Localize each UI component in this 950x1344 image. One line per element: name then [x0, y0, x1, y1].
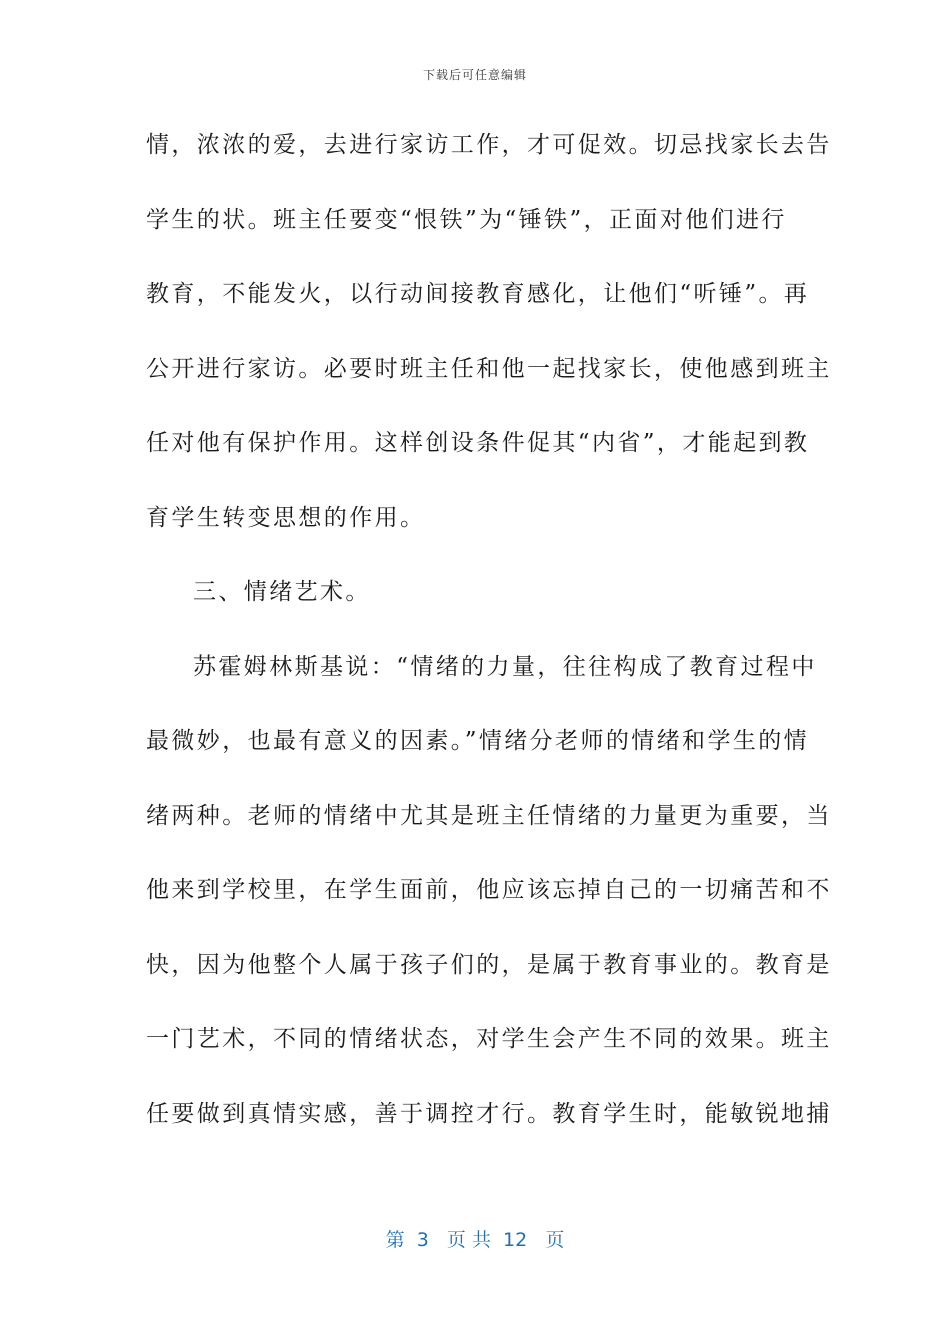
text-line: 公开进行家访。必要时班主任和他一起找家长，使他感到班主 — [146, 355, 832, 382]
text-line: 一门艺术，不同的情绪状态，对学生会产生不同的效果。班主 — [146, 1026, 832, 1052]
text-line: 他来到学校里，在学生面前，他应该忘掉自己的一切痛苦和不 — [146, 877, 832, 903]
text-line: 最微妙，也最有意义的因素。”情绪分老师的情绪和学生的情 — [146, 728, 810, 754]
document-body — [146, 126, 832, 1169]
text-line: 绪两种。老师的情绪中尤其是班主任情绪的力量更为重要，当 — [146, 802, 832, 829]
text-line: 任要做到真情实感，善于调控才行。教育学生时，能敏锐地捕 — [146, 1100, 832, 1127]
section-heading: 三、情绪艺术。 — [193, 579, 371, 605]
text-line: 育学生转变思想的作用。 — [146, 504, 426, 531]
text-line: 情，浓浓的爱，去进行家访工作，才可促效。切忌找家长去告 — [146, 132, 832, 158]
text-line: 任对他有保护作用。这样创设条件促其“内省”，才能起到教 — [146, 430, 810, 456]
page-number: 第 3 页 共 12 页 — [385, 1229, 565, 1251]
download-note: 下载后可任意编辑 — [422, 68, 527, 82]
text-line: 快，因为他整个人属于孩子们的，是属于教育事业的。教育是 — [146, 951, 832, 978]
text-line: 教育，不能发火，以行动间接教育感化，让他们“听锤”。再 — [146, 281, 810, 307]
text-line: 学生的状。班主任要变“恨铁”为“锤铁”，正面对他们进行 — [146, 206, 787, 233]
text-line: 苏霍姆林斯基说：“情绪的力量，往往构成了教育过程中 — [193, 653, 817, 680]
